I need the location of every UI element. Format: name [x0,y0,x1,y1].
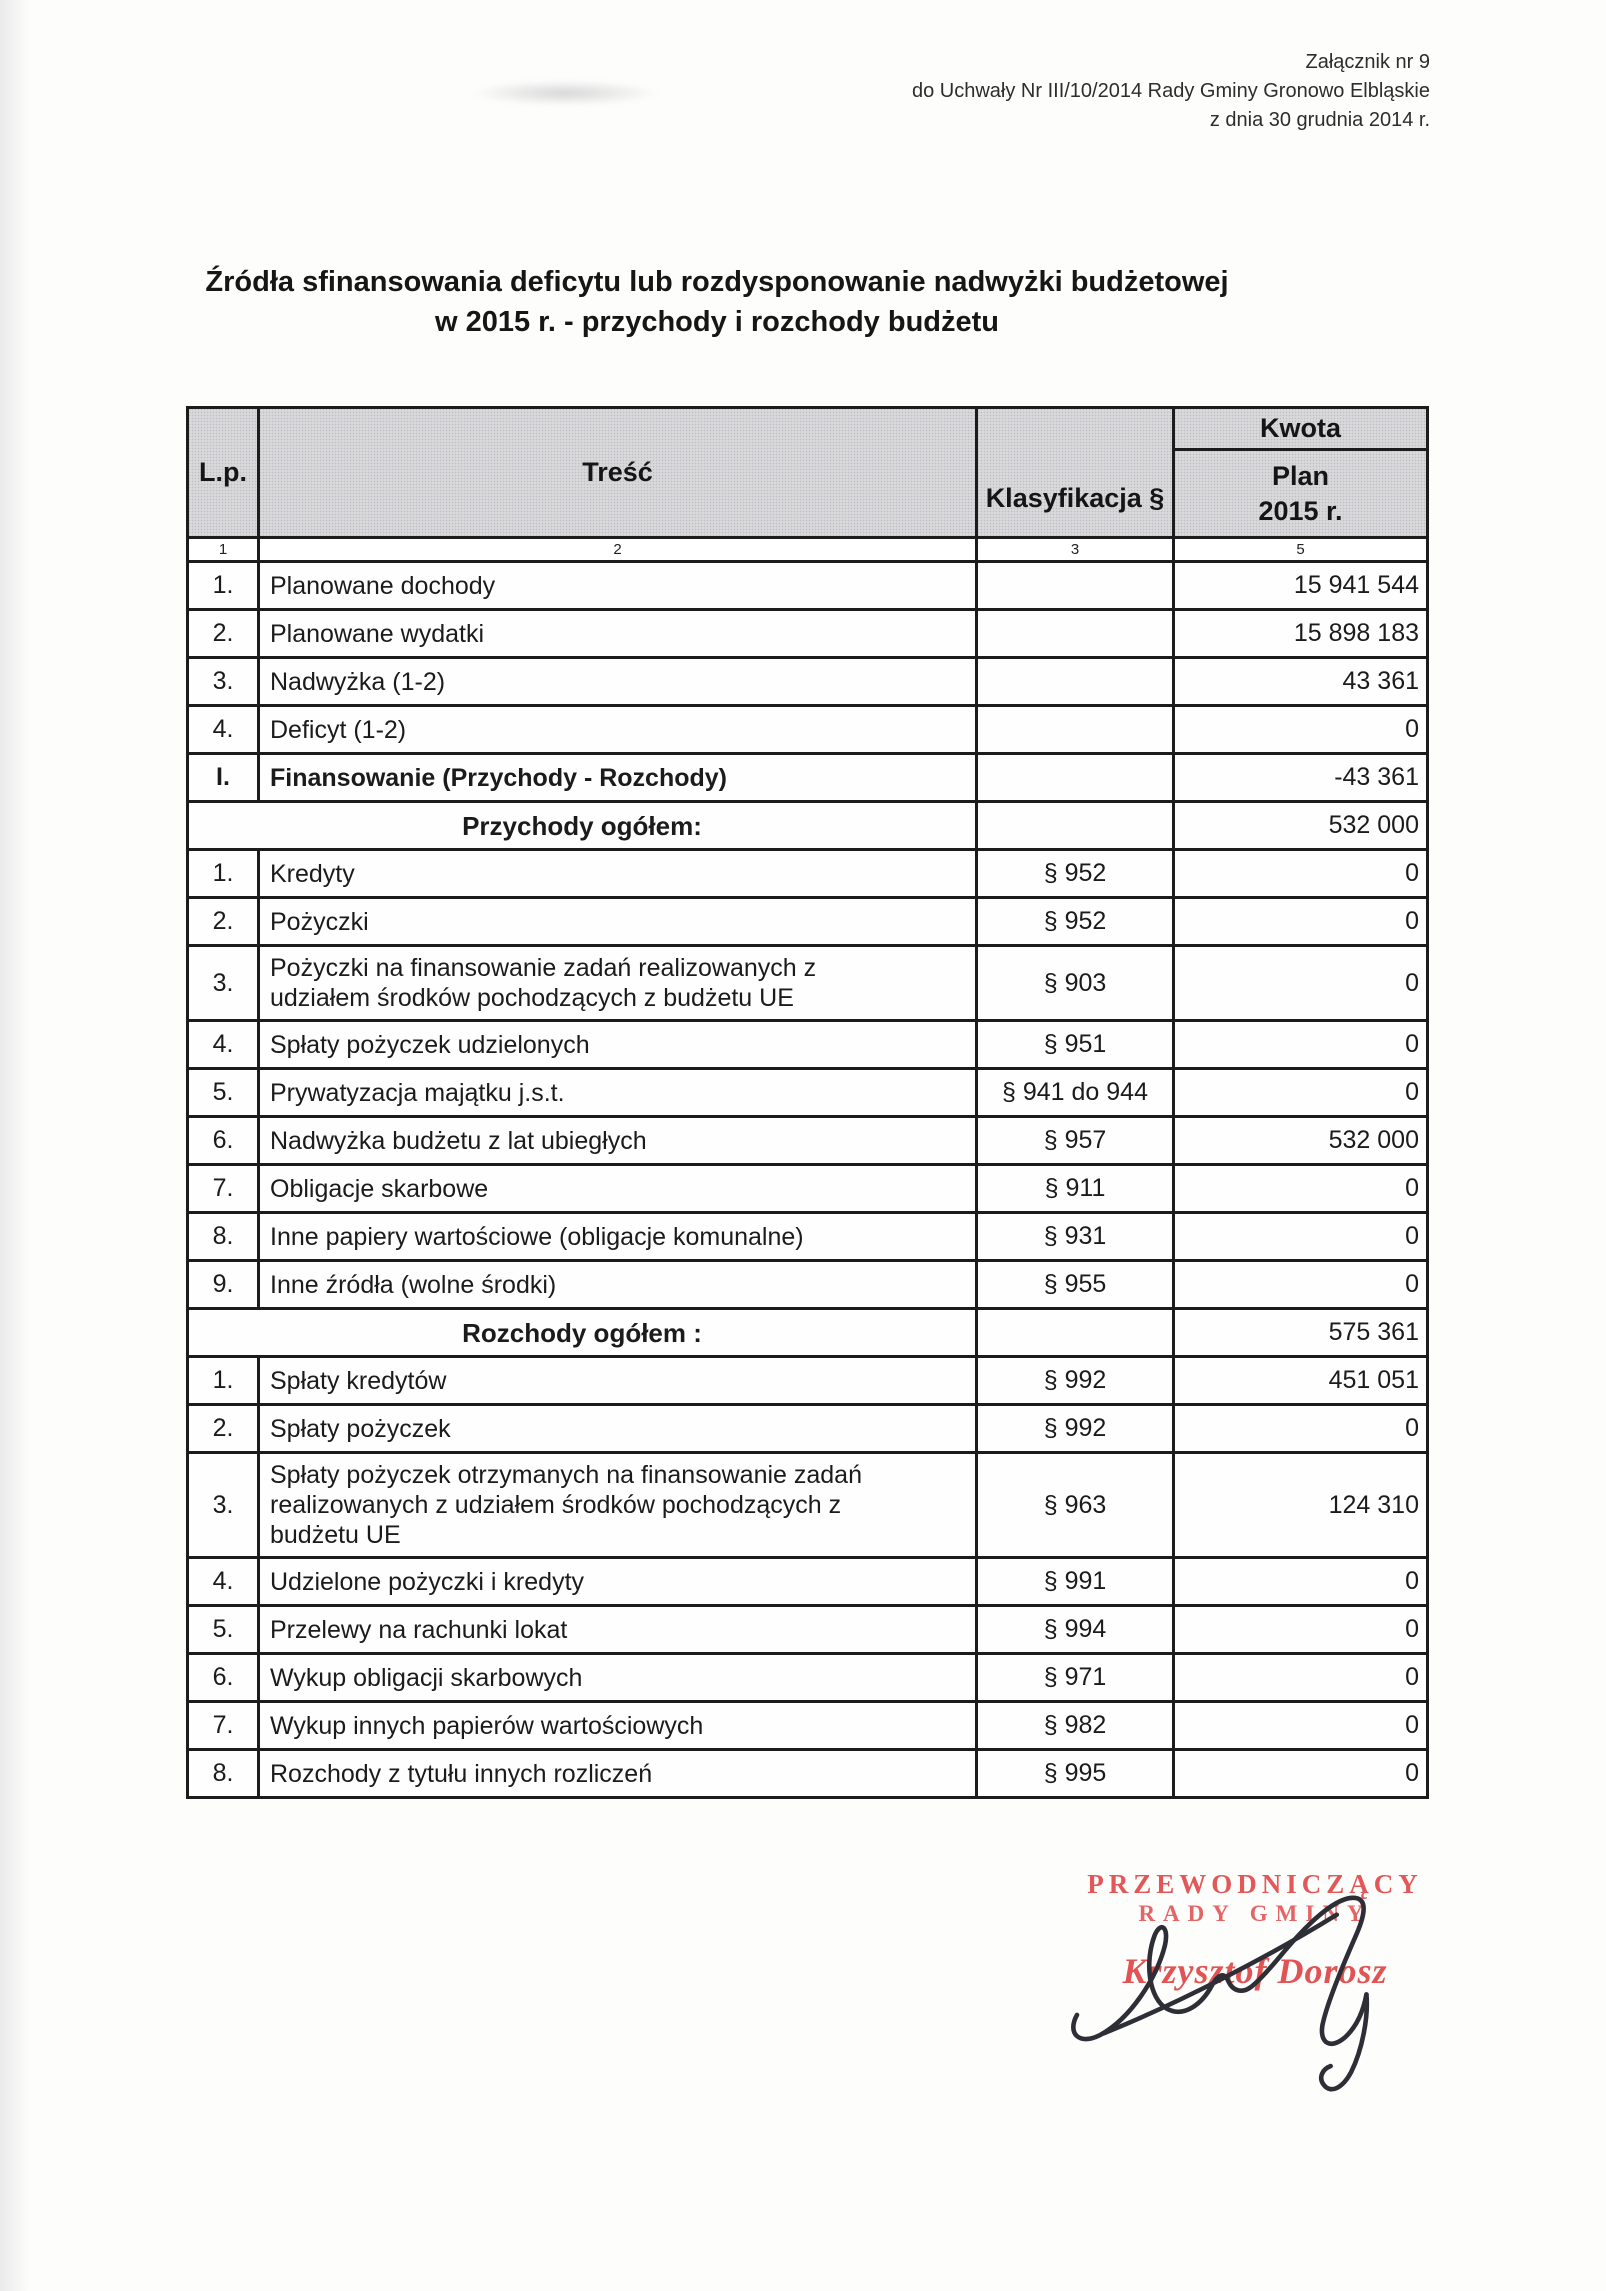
row-number-cell: 4. [188,1021,259,1069]
row-number-cell: 6. [188,1654,259,1702]
row-amount-cell: 575 361 [1174,1309,1428,1357]
table-row [188,1213,1428,1261]
row-amount-cell: 0 [1174,850,1428,898]
row-amount-cell: 0 [1174,1165,1428,1213]
table-row [188,1261,1428,1309]
attachment-line: Załącznik nr 9 [1305,51,1430,73]
row-amount-cell: 124 310 [1174,1453,1428,1558]
row-title-cell: Planowane wydatki [259,610,977,658]
table-row [188,1021,1428,1069]
table-row [188,1606,1428,1654]
row-classification-cell: § 941 do 944 [977,1069,1174,1117]
row-classification-cell: § 903 [977,946,1174,1021]
table-row [188,1453,1428,1558]
table-row [188,1117,1428,1165]
row-classification-cell: § 995 [977,1750,1174,1798]
scan-edge-shadow [0,0,30,2291]
row-classification-cell: § 963 [977,1453,1174,1558]
stamp-title-line: PRZEWODNICZĄCY [1087,1869,1423,1899]
row-number-cell: 4. [188,1558,259,1606]
row-amount-cell: 0 [1174,706,1428,754]
table-row [188,1702,1428,1750]
row-number-cell: 5. [188,1606,259,1654]
row-number-cell: I. [188,754,259,802]
row-title-cell: Spłaty kredytów [259,1357,977,1405]
row-title-cell: Udzielone pożyczki i kredyty [259,1558,977,1606]
row-title-cell: Rozchody z tytułu innych rozliczeń [259,1750,977,1798]
row-number-cell: 3. [188,658,259,706]
table-row [188,898,1428,946]
row-classification-cell [977,610,1174,658]
budget-table-body [188,562,1428,1798]
header-plan [1174,450,1428,538]
row-title-cell: Spłaty pożyczek [259,1405,977,1453]
row-title-cell: Nadwyżka (1-2) [259,658,977,706]
row-classification-cell: § 992 [977,1357,1174,1405]
row-number-cell: 2. [188,610,259,658]
row-classification-cell: § 994 [977,1606,1174,1654]
row-number-cell: 9. [188,1261,259,1309]
table-row [188,706,1428,754]
row-title-cell: Pożyczki [259,898,977,946]
row-amount-cell: 0 [1174,1213,1428,1261]
header-tresc: Treść [259,408,977,538]
row-number-cell: 8. [188,1213,259,1261]
row-number-cell: 6. [188,1117,259,1165]
row-number-cell: 7. [188,1702,259,1750]
column-number-3: 3 [977,538,1174,562]
row-classification-cell: § 952 [977,898,1174,946]
table-row [188,658,1428,706]
row-title-cell: Inne źródła (wolne środki) [259,1261,977,1309]
stamp-subtitle-line: RADY GMINY [1138,1901,1372,1926]
row-classification-cell: § 982 [977,1702,1174,1750]
row-classification-cell [977,658,1174,706]
table-row [188,610,1428,658]
table-row [188,1069,1428,1117]
row-amount-cell: 0 [1174,1750,1428,1798]
row-number-cell: 1. [188,1357,259,1405]
header-lp: L.p. [188,408,259,538]
table-row [188,1309,1428,1357]
page-title-line-1: Źródła sfinansowania deficytu lub rozdysponowanie nadwyżki budżetowej [205,266,1229,298]
table-row [188,1558,1428,1606]
table-row [188,1750,1428,1798]
row-title-cell: Inne papiery wartościowe (obligacje komunalne) [259,1213,977,1261]
column-number-row [188,538,1428,562]
row-classification-cell [977,1309,1174,1357]
column-number-5: 5 [1174,538,1428,562]
row-title-cell: Spłaty pożyczek udzielonych [259,1021,977,1069]
row-classification-cell: § 931 [977,1213,1174,1261]
row-amount-cell: 0 [1174,1405,1428,1453]
row-classification-cell [977,706,1174,754]
row-title-cell: Przychody ogółem: [188,802,977,850]
row-amount-cell: 15 941 544 [1174,562,1428,610]
row-classification-cell: § 957 [977,1117,1174,1165]
row-title-cell: Kredyty [259,850,977,898]
row-classification-cell: § 992 [977,1405,1174,1453]
row-classification-cell: § 952 [977,850,1174,898]
row-title-cell: Wykup innych papierów wartościowych [259,1702,977,1750]
table-row [188,562,1428,610]
row-amount-cell: 0 [1174,1654,1428,1702]
row-number-cell: 2. [188,1405,259,1453]
header-klasyfikacja: Klasyfikacja § [977,408,1174,538]
row-amount-cell: 0 [1174,946,1428,1021]
row-title-cell: Spłaty pożyczek otrzymanych na finansowanie zadań realizowanych z udziałem środków pochodzących z budżetu UE [259,1453,977,1558]
row-title-cell: Finansowanie (Przychody - Rozchody) [259,754,977,802]
table-row [188,802,1428,850]
budget-table [186,406,1429,1799]
scan-smudge [470,80,660,106]
handwritten-signature [1062,1884,1452,2109]
row-amount-cell: 43 361 [1174,658,1428,706]
row-title-cell: Nadwyżka budżetu z lat ubiegłych [259,1117,977,1165]
stamp-name: Krzysztof Dorosz [1122,1951,1388,1991]
row-number-cell: 2. [188,898,259,946]
row-classification-cell: § 955 [977,1261,1174,1309]
table-row [188,1654,1428,1702]
row-number-cell: 4. [188,706,259,754]
row-amount-cell: 451 051 [1174,1357,1428,1405]
column-number-1: 1 [188,538,259,562]
row-number-cell: 7. [188,1165,259,1213]
table-row [188,946,1428,1021]
table-row [188,850,1428,898]
header-kwota: Kwota [1174,408,1428,450]
row-classification-cell [977,754,1174,802]
row-amount-cell: 0 [1174,1021,1428,1069]
row-classification-cell [977,562,1174,610]
row-amount-cell: 532 000 [1174,802,1428,850]
header-plan-label: Plan [1271,460,1330,491]
row-number-cell: 5. [188,1069,259,1117]
budget-table-header [188,408,1428,562]
row-amount-cell: 0 [1174,1069,1428,1117]
row-classification-cell: § 971 [977,1654,1174,1702]
row-classification-cell: § 951 [977,1021,1174,1069]
row-amount-cell: 0 [1174,1702,1428,1750]
row-number-cell: 3. [188,946,259,1021]
row-classification-cell [977,802,1174,850]
row-number-cell: 1. [188,850,259,898]
row-amount-cell: 532 000 [1174,1117,1428,1165]
row-title-cell: Wykup obligacji skarbowych [259,1654,977,1702]
attachment-reference [912,48,1430,135]
row-classification-cell: § 991 [977,1558,1174,1606]
page-title-line-2: w 2015 r. - przychody i rozchody budżetu [435,306,999,338]
row-title-cell: Rozchody ogółem : [188,1309,977,1357]
row-number-cell: 1. [188,562,259,610]
page-title [162,262,1272,342]
row-title-cell: Przelewy na rachunki lokat [259,1606,977,1654]
header-plan-year: 2015 r. [1258,495,1343,526]
row-title-cell: Pożyczki na finansowanie zadań realizowanych z udziałem środków pochodzących z budżetu UE [259,946,977,1021]
column-number-2: 2 [259,538,977,562]
row-amount-cell: 0 [1174,1558,1428,1606]
row-amount-cell: 0 [1174,898,1428,946]
table-row [188,1357,1428,1405]
attachment-line: z dnia 30 grudnia 2014 r. [1209,109,1430,131]
row-title-cell: Prywatyzacja majątku j.s.t. [259,1069,977,1117]
row-amount-cell: 0 [1174,1261,1428,1309]
row-number-cell: 3. [188,1453,259,1558]
table-row [188,1165,1428,1213]
row-number-cell: 8. [188,1750,259,1798]
table-row [188,1405,1428,1453]
row-amount-cell: 0 [1174,1606,1428,1654]
row-title-cell: Planowane dochody [259,562,977,610]
row-amount-cell: -43 361 [1174,754,1428,802]
row-classification-cell: § 911 [977,1165,1174,1213]
row-title-cell: Obligacje skarbowe [259,1165,977,1213]
attachment-line: do Uchwały Nr III/10/2014 Rady Gminy Gronowo Elbląskie [911,80,1430,102]
row-amount-cell: 15 898 183 [1174,610,1428,658]
table-row [188,754,1428,802]
row-title-cell: Deficyt (1-2) [259,706,977,754]
